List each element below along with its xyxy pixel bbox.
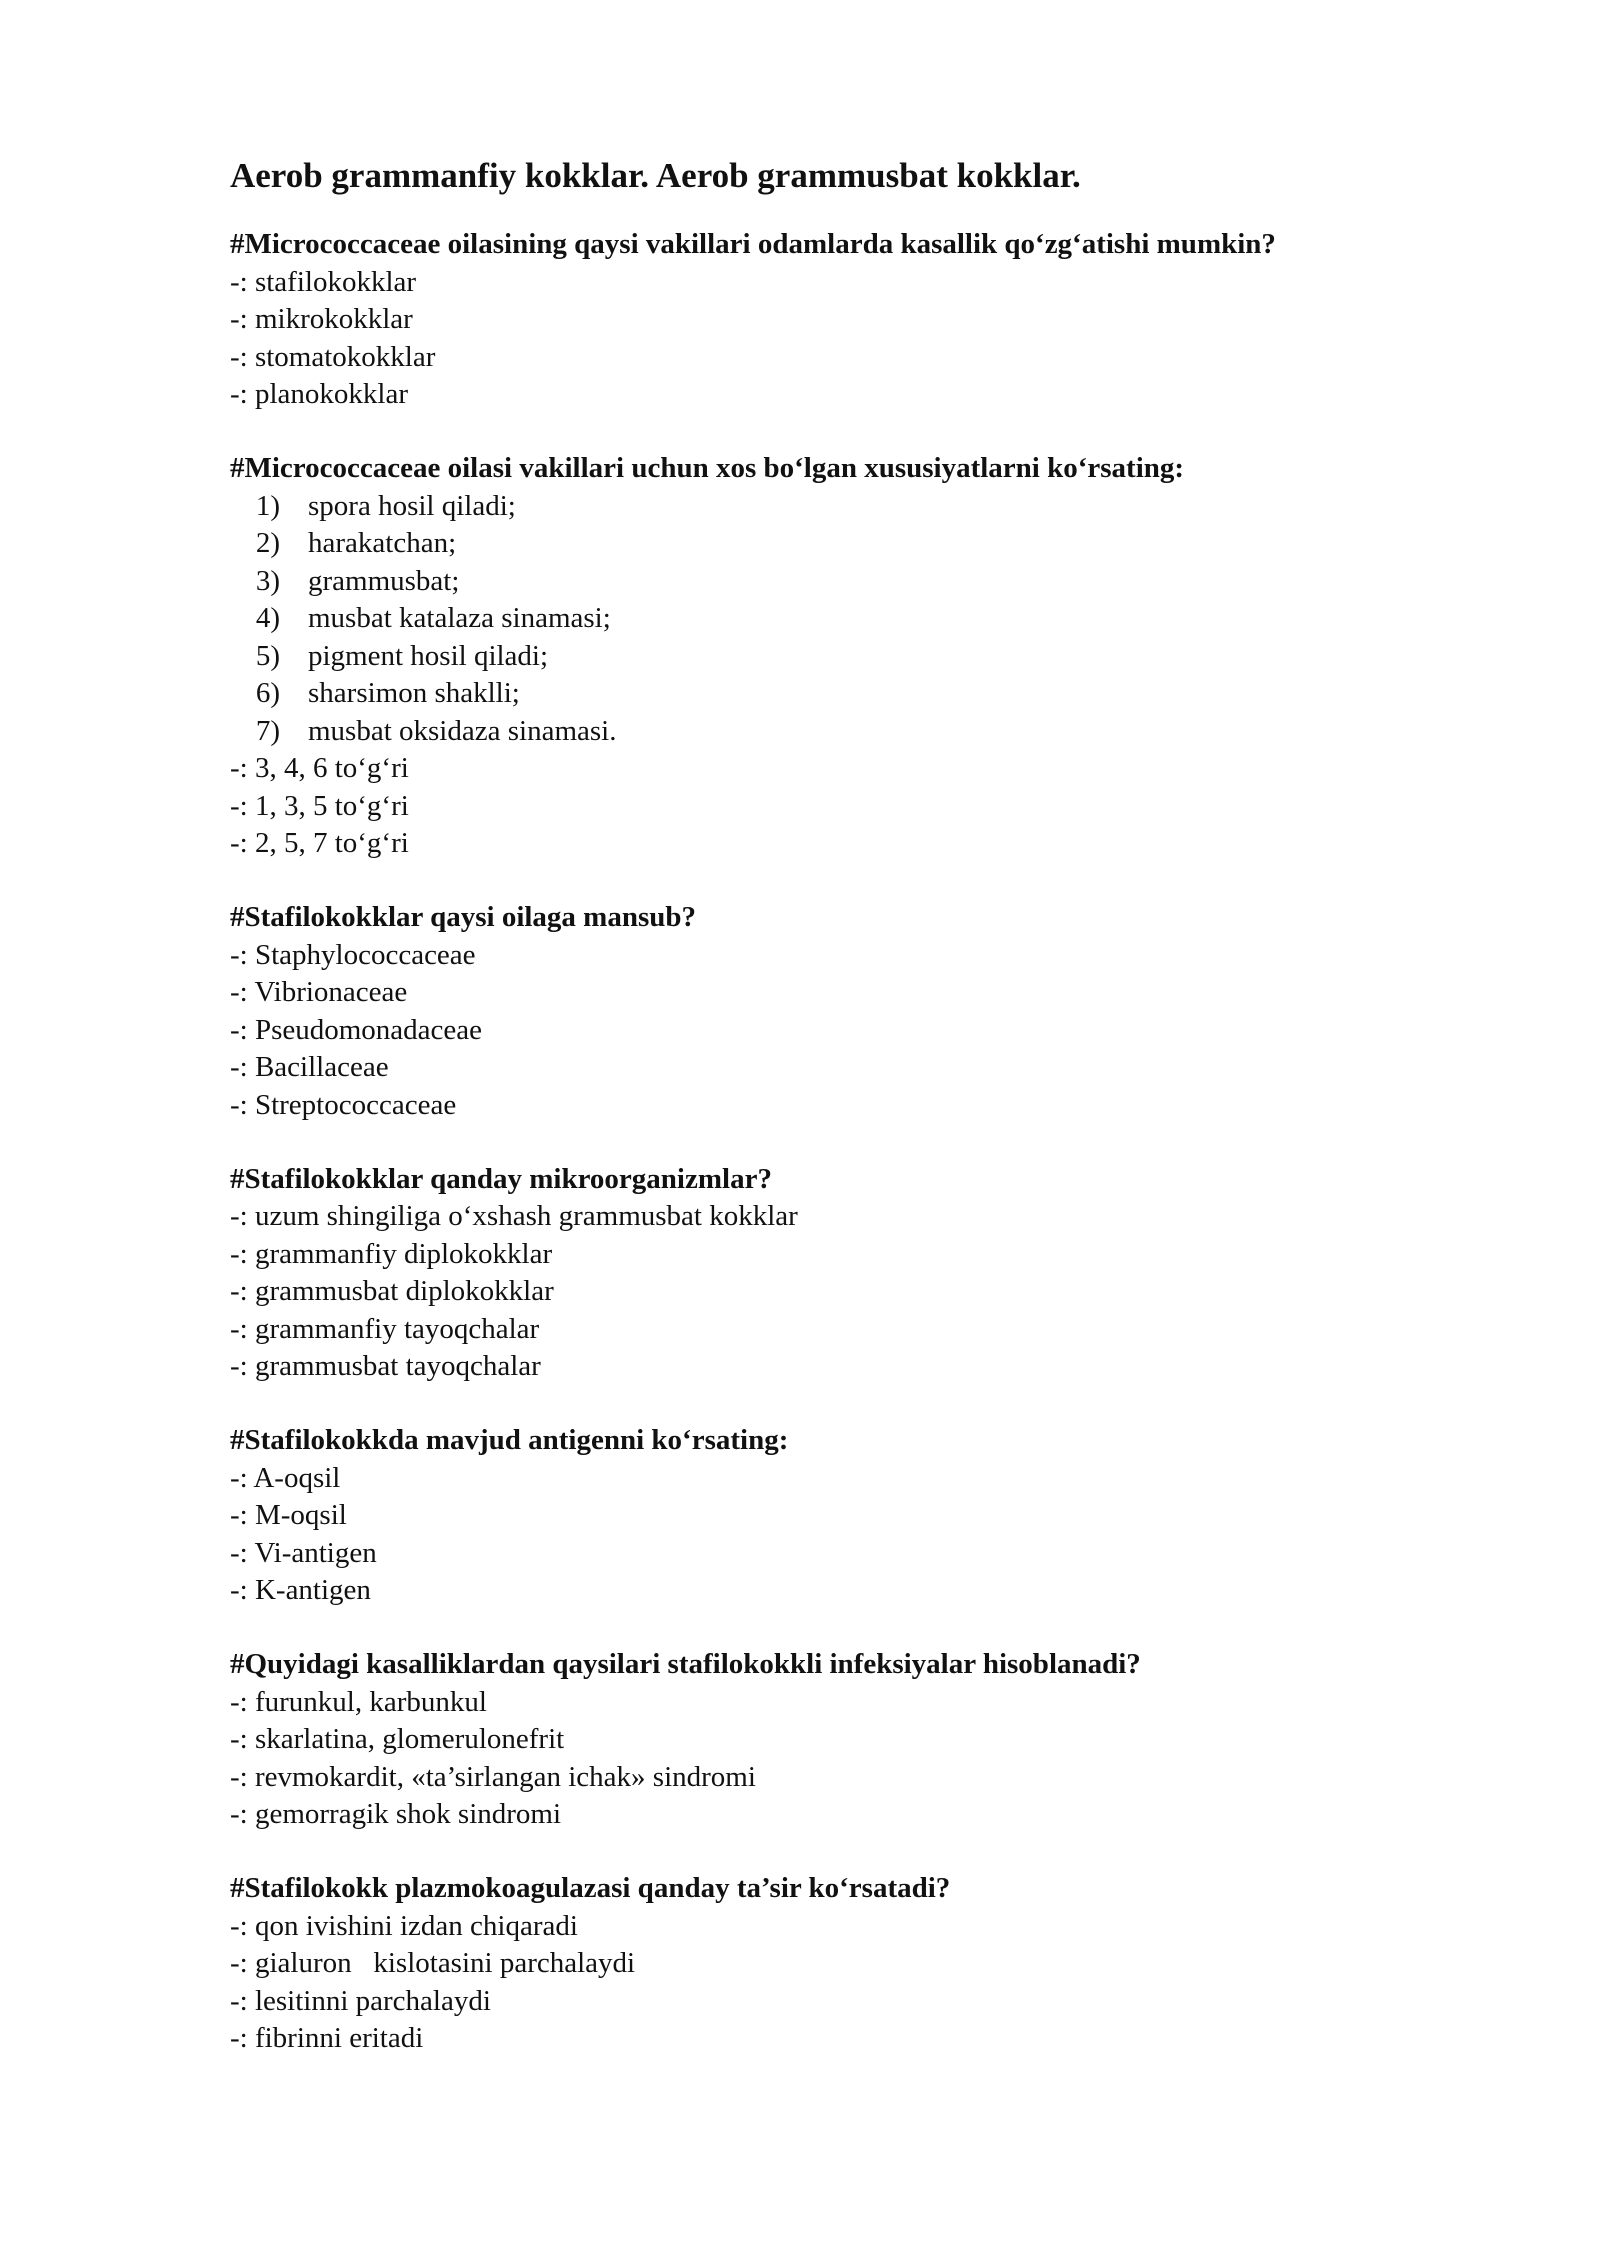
answer-option: -: grammanfiy diplokokklar [230, 1237, 553, 1270]
answer-option: -: Streptococcaceae [230, 1088, 457, 1121]
answer-option: -: 2, 5, 7 to‘g‘ri [230, 827, 409, 859]
answer-option: -: revmokardit, «ta’sirlangan ichak» sindromi [230, 1760, 756, 1793]
answer-option: -: qon ivishini izdan chiqaradi [230, 1909, 578, 1942]
answer-option: -: skarlatina, glomerulonefrit [230, 1723, 565, 1755]
numbered-item [230, 713, 1410, 751]
answer-option: -: Vibrionaceae [230, 976, 408, 1008]
answer-option: -: stomatokokklar [230, 340, 436, 373]
item-text: musbat oksidaza sinamasi. [308, 714, 617, 747]
numbered-item [230, 525, 1410, 563]
question-text: #Stafilokokkda mavjud antigenni ko‘rsating: [230, 1424, 789, 1456]
numbered-item [230, 600, 1410, 638]
question-text: #Stafilokokklar qanday mikroorganizmlar? [230, 1162, 772, 1195]
answer-option: -: 3, 4, 6 to‘g‘ri [230, 752, 409, 784]
answer-option: -: gialuron kislotasini parchalaydi [230, 1947, 636, 1979]
question-block [230, 450, 1410, 863]
numbered-item [230, 563, 1410, 601]
question-text: #Stafilokokk plazmokoagulazasi qanday ta’sir ko‘rsatadi? [230, 1872, 951, 1904]
answer-option: -: K-antigen [230, 1574, 371, 1606]
answer-option: -: grammanfiy tayoqchalar [230, 1312, 540, 1345]
answer-option: -: 1, 3, 5 to‘g‘ri [230, 789, 409, 822]
numbered-item [230, 488, 1410, 526]
question-text: #Micrococcaceae oilasi vakillari uchun xos bo‘lgan xususiyatlarni ko‘rsating: [230, 452, 1185, 484]
answer-option: -: planokokklar [230, 378, 408, 410]
question-list [230, 226, 1410, 2058]
item-number: 2) [255, 527, 280, 559]
item-number: 1) [255, 489, 280, 522]
answer-option: -: A-oqsil [230, 1461, 341, 1494]
item-text: harakatchan; [308, 527, 457, 559]
answer-option: -: furunkul, karbunkul [230, 1685, 487, 1718]
answer-option: -: fibrinni eritadi [230, 2022, 424, 2054]
answer-option: -: stafilokokklar [230, 265, 417, 298]
question-text: #Quyidagi kasalliklardan qaysilari stafilokokkli infeksiyalar hisoblanadi? [230, 1648, 1141, 1680]
item-number: 5) [255, 639, 280, 672]
numbered-item [230, 675, 1410, 713]
answer-option: -: Staphylococcaceae [230, 938, 476, 971]
answer-option: -: Pseudomonadaceae [230, 1013, 483, 1046]
item-text: sharsimon shaklli; [308, 677, 520, 709]
question-block [230, 1161, 1410, 1386]
answer-option: -: Vi-antigen [230, 1536, 377, 1569]
question-text: #Micrococcaceae oilasining qaysi vakillari odamlarda kasallik qo‘zg‘atishi mumkin? [230, 228, 1276, 260]
answer-option: -: grammusbat tayoqchalar [230, 1350, 541, 1382]
item-number: 4) [255, 602, 280, 634]
answer-option: -: grammusbat diplokokklar [230, 1275, 554, 1307]
numbered-item [230, 638, 1410, 676]
question-block [230, 226, 1410, 414]
item-number: 6) [255, 677, 280, 709]
answer-option: -: uzum shingiliga o‘xshash grammusbat kokklar [230, 1200, 798, 1232]
answer-option: -: lesitinni parchalaydi [230, 1984, 491, 2017]
document-page [230, 152, 1410, 2094]
document-title: Aerob grammanfiy kokklar. Aerob grammusbat kokklar. [230, 156, 1081, 195]
question-block [230, 1870, 1410, 2058]
item-number: 3) [255, 564, 280, 597]
item-number: 7) [255, 714, 280, 747]
item-text: musbat katalaza sinamasi; [308, 602, 611, 634]
item-text: spora hosil qiladi; [308, 489, 516, 522]
question-text: #Stafilokokklar qaysi oilaga mansub? [230, 901, 697, 933]
answer-option: -: M-oqsil [230, 1499, 347, 1531]
answer-option: -: gemorragik shok sindromi [230, 1798, 562, 1830]
question-block [230, 1422, 1410, 1610]
item-text: pigment hosil qiladi; [308, 639, 549, 672]
question-block [230, 899, 1410, 1124]
question-block [230, 1646, 1410, 1834]
item-text: grammusbat; [308, 564, 460, 597]
answer-option: -: mikrokokklar [230, 303, 413, 335]
answer-option: -: Bacillaceae [230, 1051, 389, 1083]
